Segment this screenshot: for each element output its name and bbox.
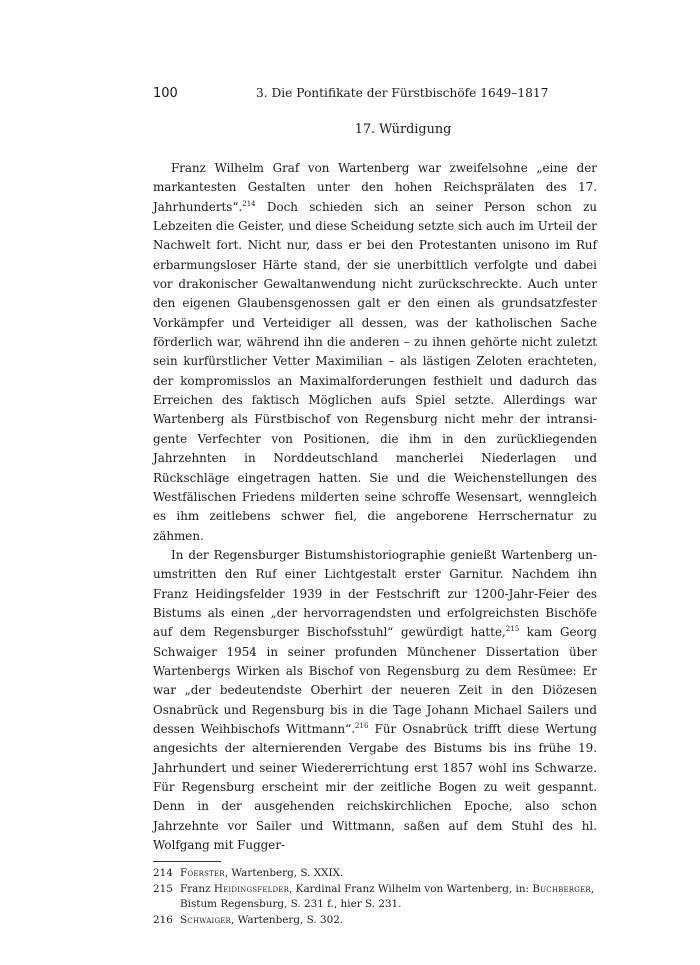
footnote-author: Foerster [180,867,225,880]
text-run: Franz Wilhelm Graf von Wartenberg war zweifelsohne „eine der markantesten Gestalten unter den hohen Reichsprälaten des 17. Jahrhunderts“. [153,161,597,214]
text-run: Doch schieden sich an seiner Person schon zu Lebzeiten die Geister, und diese Scheidung setzte sich auch im Urteil der Nachwelt fort. Nicht nur, dass er bei den Protestanten unisono im Ruf erbarmungsloser Härte stand, der sie unerbittlich verfolgte und dabei vor drakonischer Gewaltanwendung nicht zurückschreckte. Auch unter den eigenen Glaubensgenossen galt er den einen als grundsatzfester Vorkämpfer und Verteidiger all dessen, was der katholischen Sache förderlich war, während ihn die anderen – zu ihnen gehörte nicht zuletzt sein kurfürstlicher Vetter Maximilian – als lästigen Zeloten erachteten, der kompromisslos an Maximalforderungen festhielt und dadurch das Erreichen des faktisch Möglichen aufs Spiel setzte. Allerdings war Wartenberg als Fürstbischof von Regensburg nicht mehr der intransigente Verfechter von Positionen, die ihm in den zurückliegenden Jahrzehnten in Norddeutschland mancherlei Niederlagen und Rückschläge eingetragen hatten. Sie und die Weichenstellungen des Westfälischen Friedens milderten seine schroffe Wesensart, wenngleich es ihm zeitlebens schwer fiel, die angeborene Herrschernatur zu zähmen. [153,199,597,543]
footnote-text: , Wartenberg, S. 302. [231,913,344,926]
text-run: Für Osnabrück trifft diese Wertung angesichts der alternierenden Vergabe des Bistums bis ins frühe 19. Jahrhundert und seiner Wiedererrichtung erst 1857 wohl ins Schwarze. Für Regensburg erscheint mir der zeitliche Bogen zu weit gespannt. Denn in der ausgehenden reichskirchlichen Epoche, also schon Jahrzehnte vor Sailer und Wittmann, saßen auf dem Stuhl des hl. Wolfgang mit Fugger- [153,721,597,853]
footnote-number: 215 [153,882,173,895]
footnote-216 [153,913,597,929]
paragraph-2 [153,546,597,856]
footnote-author: Schwaiger [180,913,232,926]
running-title: 3. Die Pontifikate der Fürstbischöfe 1649–1817 [256,86,549,100]
footnote-number: 216 [153,913,173,926]
footnote-text: , Bistum Regensburg, S. 231 f., hier S. 231. [180,882,595,911]
footnote-214 [153,866,597,882]
paragraph-1 [153,159,597,546]
running-head [153,86,597,104]
footnote-ref-214[interactable]: 214 [242,199,256,208]
footnotes [153,866,597,928]
footnote-author: Buchberger [532,882,591,895]
body-text [153,159,597,855]
page-number: 100 [153,86,178,101]
text-run: In der Regensburger Bistumshistoriographie genießt Wartenberg unumstritten den Ruf einer Lichtgestalt erster Garnitur. Nachdem ihn Franz Heidingsfelder 1939 in der Festschrift zur 1200-Jahr-Feier des Bistums als einen „der hervorragendsten und erfolgreichsten Bischöfe auf dem Regensburger Bischofsstuhl“ gewürdigt hatte, [153,547,597,640]
footnote-215 [153,882,597,913]
section-title: 17. Würdigung [354,122,452,137]
book-page [153,86,597,928]
footnote-ref-216[interactable]: 216 [355,721,369,730]
footnote-text: , Wartenberg, S. XXIX. [224,867,344,880]
footnote-divider [153,861,221,862]
footnote-text: , Kardinal Franz Wilhelm von Wartenberg, in: [289,882,533,895]
footnote-author: Heidingsfelder [213,882,290,895]
footnote-ref-215[interactable]: 215 [505,625,520,634]
text-run: kam Georg Schwaiger 1954 in seiner profunden Münchener Dissertation über Wartenbergs Wirken als Bischof von Regensburg zu dem Resümee: Er war „der bedeutendste Oberhirt der neueren Zeit in den Diözesen Osnabrück und Regensburg bis in die Tage Johann Michael Sailers und dessen Weihbischofs Wittmann“. [153,625,598,736]
footnote-text: Franz [180,882,214,895]
footnote-number: 214 [153,867,173,880]
